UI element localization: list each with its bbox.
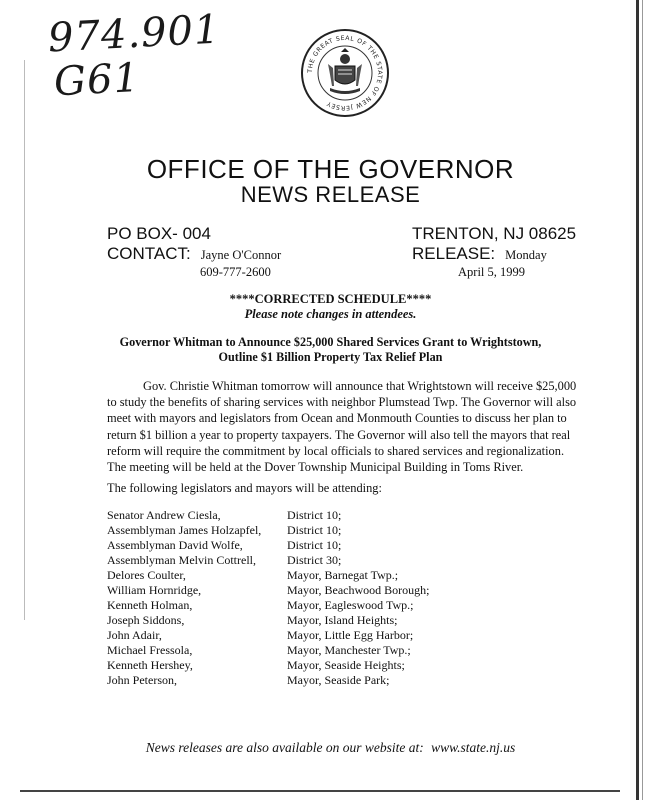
attendee-role: Mayor, Seaside Park; [287,673,390,687]
attendee-role: District 30; [287,553,342,567]
release-line [412,244,547,264]
attendee-role: Mayor, Barnegat Twp.; [287,568,399,582]
contact-label: CONTACT: [107,244,191,263]
svg-text:THE GREAT SEAL OF THE STATE OF: THE GREAT SEAL OF THE STATE OF NEW JERSEY [306,34,384,112]
headline-line-2: Outline $1 Billion Property Tax Relief Plan [218,350,443,364]
news-release-title: NEWS RELEASE [240,182,421,207]
corrected-schedule: ****CORRECTED SCHEDULE**** [229,292,432,306]
footer-website-link[interactable]: www.state.nj.us [431,740,516,755]
handwritten-call-number [46,6,222,106]
handwritten-line-2: G61 [52,54,142,106]
attendee-name: Joseph Siddons, [107,613,185,627]
attendee-name: Delores Coulter, [107,568,186,582]
state-seal-icon [300,28,390,118]
body-paragraph [107,378,627,475]
attendee-name: Kenneth Holman, [107,598,193,612]
city-address: TRENTON, NJ 08625 [412,224,577,243]
attendee-role: District 10; [287,523,342,537]
attendee-role: Mayor, Beachwood Borough; [287,583,430,597]
po-box: PO BOX- 004 [107,224,211,243]
attendee-role: District 10; [287,508,342,522]
attendee-name: Michael Fressola, [107,643,193,657]
body-line: return $1 billion a year to property taxpayers. The Governor will also tell the mayors that real [107,427,571,442]
office-title: OFFICE OF THE GOVERNOR [146,154,515,184]
headline-line-1: Governor Whitman to Announce $25,000 Shared Services Grant to Wrightstown, [119,335,542,349]
attendee-role: Mayor, Manchester Twp.; [287,643,411,657]
attending-intro: The following legislators and mayors will be attending: [107,481,382,495]
contact-name: Jayne O'Connor [200,248,282,262]
body-line: reform will require the commitment by local officials to shared services and regionalization. [107,443,565,458]
scan-edge-right [636,0,639,800]
attendee-name: Assemblyman James Holzapfel, [107,523,262,537]
scan-edge-right-faint [642,0,643,800]
attendee-role: Mayor, Seaside Heights; [287,658,405,672]
contact-phone: 609-777-2600 [200,265,271,279]
attendee-name: Senator Andrew Ciesla, [107,508,221,522]
scan-edge-bottom [20,790,620,792]
attendee-name: Assemblyman Melvin Cottrell, [107,553,256,567]
attendee-name: John Peterson, [107,673,177,687]
attendee-name: Assemblyman David Wolfe, [107,538,243,552]
attendee-role: Mayor, Island Heights; [287,613,398,627]
attendee-name: William Hornridge, [107,583,202,597]
contact-line [107,244,281,264]
release-date: April 5, 1999 [458,265,526,279]
footer-note [0,740,661,756]
attendee-name: John Adair, [107,628,162,642]
body-line: to study the benefits of sharing services with neighbor Plumstead Twp. The Governor will also [107,395,577,410]
release-day: Monday [505,248,547,262]
body-line: Gov. Christie Whitman tomorrow will announce that Wrightstown will receive $25,000 [143,379,577,393]
footer-text: News releases are also available on our website at: [145,740,424,755]
body-line: meet with mayors and legislators from Ocean and Monmouth Counties to discuss her plan to [107,411,567,426]
attendee-note: Please note changes in attendees. [244,307,417,321]
release-label: RELEASE: [412,244,496,263]
handwritten-line-1: 974.901 [46,6,222,62]
body-line: The meeting will be held at the Dover Township Municipal Building in Toms River. [107,460,524,475]
attendee-list [107,508,527,693]
attendee-role: District 10; [287,538,342,552]
attendee-name: Kenneth Hershey, [107,658,193,672]
attendee-role: Mayor, Eagleswood Twp.; [287,598,414,612]
attendee-role: Mayor, Little Egg Harbor; [287,628,414,642]
